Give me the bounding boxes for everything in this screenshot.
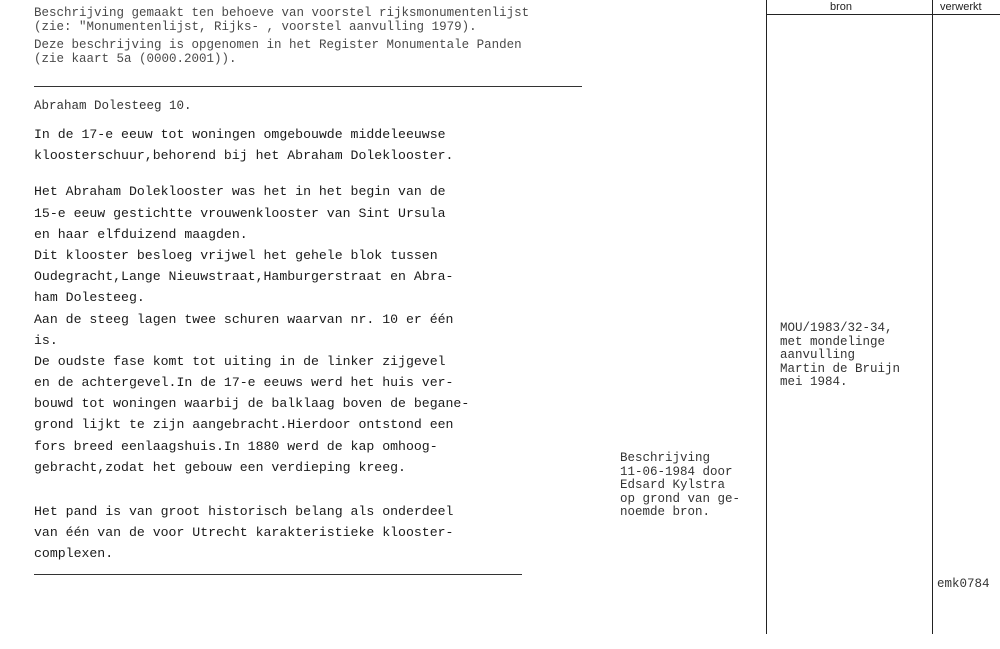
divider-top — [34, 86, 582, 87]
description-credit — [620, 452, 740, 520]
body-line: Aan de steeg lagen twee schuren waarvan nr. 10 er één — [34, 311, 454, 327]
source-note-line: met mondelinge — [780, 334, 886, 349]
description-credit-line: noemde bron. — [620, 505, 711, 519]
column-divider-verwerkt — [932, 0, 933, 634]
header-line: Deze beschrijving is opgenomen in het Register Monumentale Panden — [34, 38, 522, 52]
body-text — [34, 124, 514, 565]
body-line: fors breed eenlaagshuis.In 1880 werd de kap omhoog- — [34, 438, 438, 454]
body-line: gebracht,zodat het gebouw een verdieping kreeg. — [34, 459, 406, 475]
body-line: is. — [34, 332, 58, 348]
address-heading: Abraham Dolesteeg 10. — [34, 99, 192, 113]
body-line: Het pand is van groot historisch belang als onderdeel — [34, 504, 454, 519]
description-credit-line: 11-06-1984 door — [620, 464, 733, 479]
document-code: emk0784 — [937, 577, 990, 591]
source-note-line: MOU/1983/32-34, — [780, 321, 893, 335]
body-line: en de achtergevel.In de 17-e eeuws werd het huis ver- — [34, 375, 454, 391]
body-line: Het Abraham Doleklooster was het in het begin van de — [34, 184, 446, 200]
body-line: De oudste fase komt tot uiting in de linker zijgevel — [34, 353, 446, 369]
column-divider-bron — [766, 0, 767, 634]
body-line: ham Dolesteeg. — [34, 290, 145, 306]
divider-bottom — [34, 574, 522, 575]
column-header-bron: bron — [830, 1, 853, 13]
source-note-line: Martin de Bruijn — [780, 361, 901, 376]
body-line: en haar elfduizend maagden. — [34, 226, 248, 242]
body-line: kloosterschuur,behorend bij het Abraham Doleklooster. — [34, 148, 454, 164]
column-header-verwerkt: verwerkt — [940, 1, 982, 13]
body-line: van één van de voor Utrecht karakteristieke klooster- — [34, 525, 454, 541]
description-credit-line: Beschrijving — [620, 451, 711, 465]
description-credit-line: op grond van ge- — [620, 491, 741, 506]
header-line: (zie kaart 5a (0000.2001)). — [34, 52, 237, 66]
description-credit-line: Edsard Kylstra — [620, 478, 726, 492]
source-note-line: aanvulling — [780, 348, 856, 362]
body-line: Dit klooster besloeg vrijwel het gehele blok tussen — [34, 247, 438, 263]
body-line: complexen. — [34, 546, 114, 562]
body-line: Oudegracht,Lange Nieuwstraat,Hamburgerstraat en Abra- — [34, 269, 454, 285]
source-note-line: mei 1984. — [780, 375, 848, 389]
header-line: (zie: "Monumentenlijst, Rijks- , voorstel aanvulling 1979). — [34, 20, 477, 34]
body-line: 15-e eeuw gestichtte vrouwenklooster van Sint Ursula — [34, 205, 446, 221]
body-line: bouwd tot woningen waarbij de balklaag boven de begane- — [34, 396, 470, 412]
body-line: In de 17-e eeuw tot woningen omgebouwde middeleeuwse — [34, 127, 446, 142]
body-line: grond lijkt te zijn aangebracht.Hierdoor ontstond een — [34, 417, 454, 433]
header-line: Beschrijving gemaakt ten behoeve van voorstel rijksmonumentenlijst — [34, 6, 530, 20]
header-description — [34, 6, 594, 66]
source-note — [780, 322, 900, 390]
